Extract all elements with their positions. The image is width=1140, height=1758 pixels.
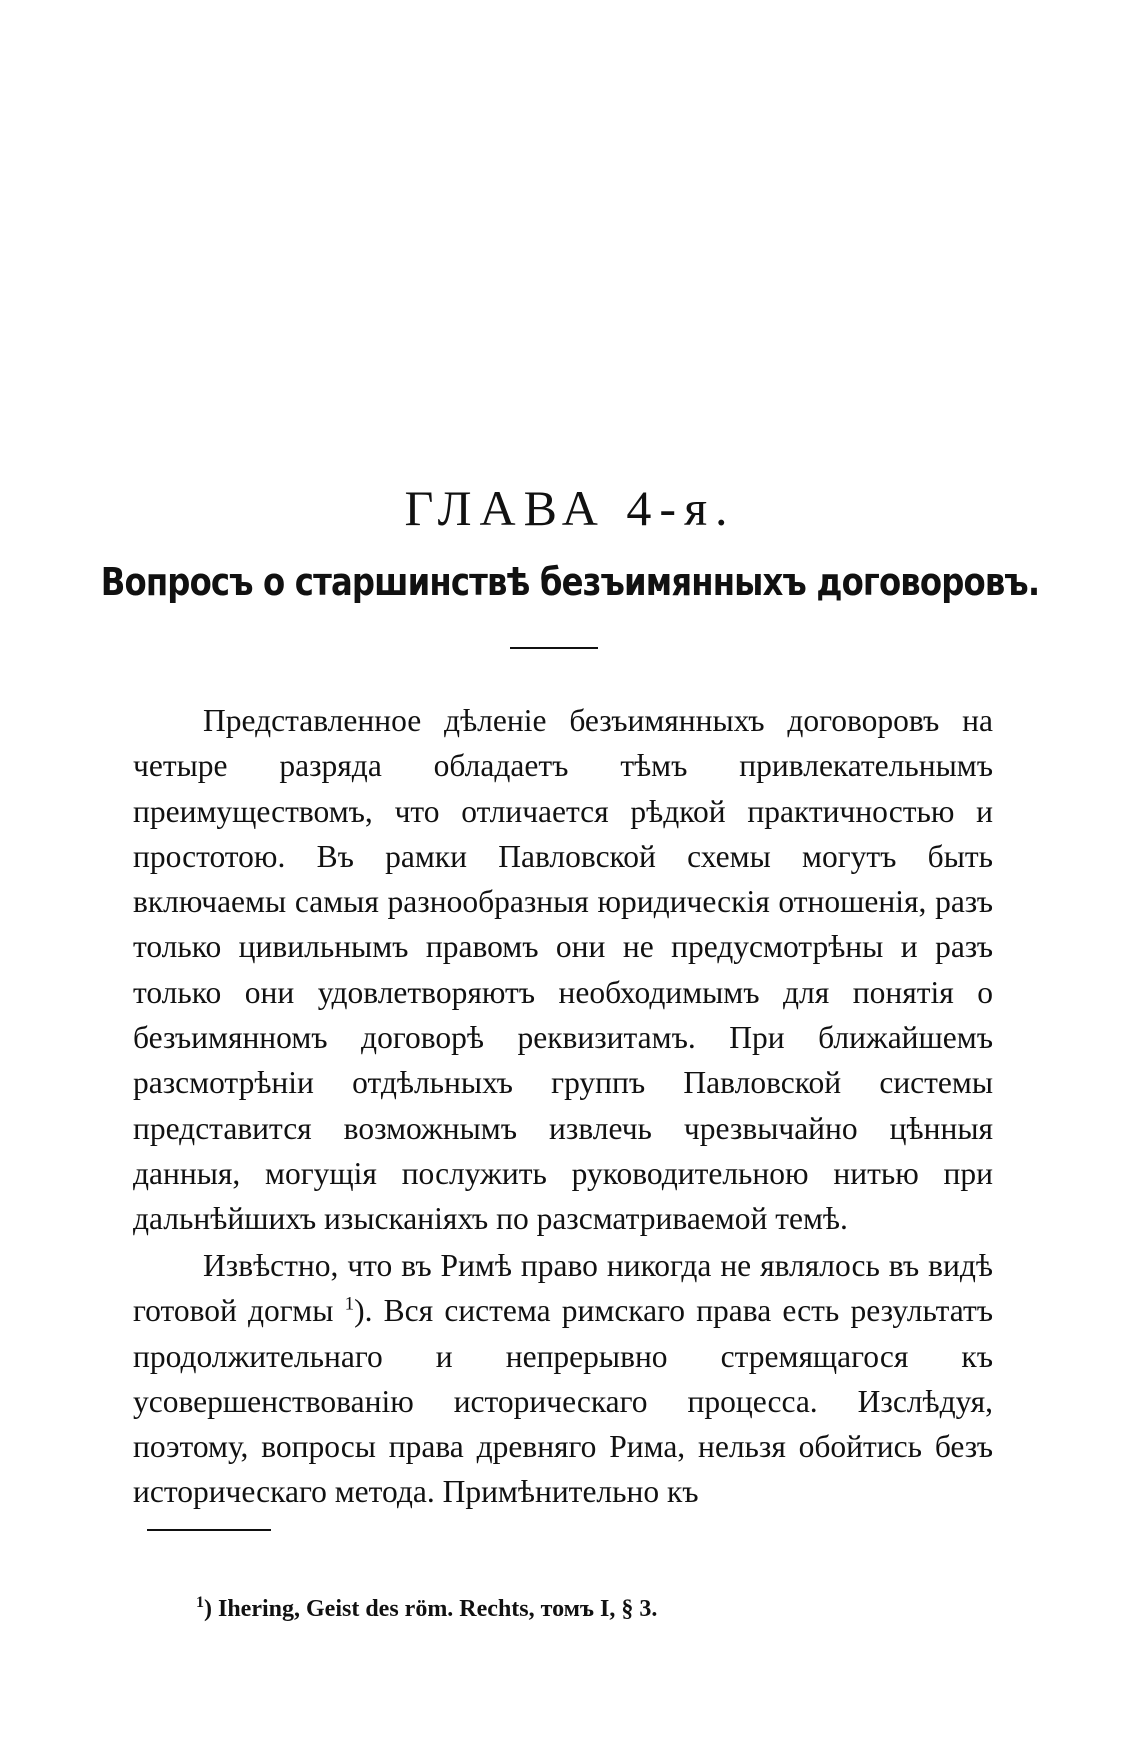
- footnote-divider: [147, 1529, 271, 1531]
- footnote: [196, 1594, 657, 1624]
- paragraph-2: [133, 1243, 993, 1515]
- title-divider: [510, 647, 598, 649]
- paragraph-2-text-end: ). Вся система римскаго права есть результатъ продолжительнаго и непрерывно стремящагося къ усовершенствованію историческаго процесса. Изслѣдуя, поэтому, вопросы права древняго Рима, нельзя обойтись безъ историческаго метода. Примѣнительно къ: [133, 1293, 993, 1510]
- chapter-subtitle: Вопросъ о старшинствѣ безъимянныхъ договоровъ.: [100, 560, 1040, 604]
- footnote-reference: 1: [344, 1293, 355, 1315]
- paragraph-1: Представленное дѣленіе безъимянныхъ договоровъ на четыре разряда обладаетъ тѣмъ привлекательнымъ преимуществомъ, что отличается рѣдкой практичностью и простотою. Въ рамки Павловской схемы могутъ быть включаемы самыя разнообразныя юридическія отношенія, разъ только цивильнымъ правомъ они не предусмотрѣны и разъ только они удовлетворяютъ необходимымъ для понятія о безъимянномъ договорѣ реквизитамъ. При ближайшемъ разсмотрѣніи отдѣльныхъ группъ Павловской системы представится возможнымъ извлечь чрезвычайно цѣнныя данныя, могущія послужить руководительною нитью при дальнѣйшихъ изысканіяхъ по разсматриваемой темѣ.: [133, 703, 993, 1237]
- footnote-text: ) Ihering, Geist des röm. Rechts, томъ I, § 3.: [204, 1596, 658, 1622]
- chapter-title: ГЛАВА 4-я.: [404, 480, 736, 536]
- footnote-mark: 1: [196, 1594, 204, 1611]
- paragraph-2-text-start: Извѣстно, что въ Римѣ право никогда не являлось въ видѣ готовой догмы: [133, 1248, 993, 1329]
